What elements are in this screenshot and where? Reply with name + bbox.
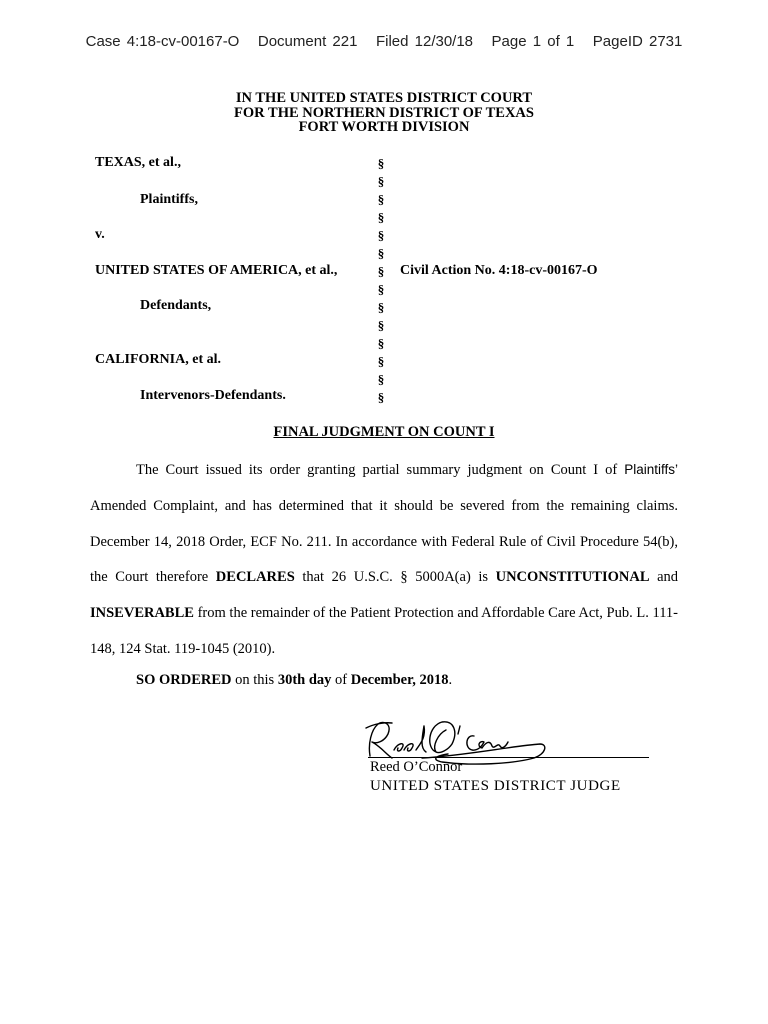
section-symbol: § xyxy=(377,156,385,171)
plaintiff-name: TEXAS, et al., xyxy=(95,155,181,170)
defendant-role: Defendants, xyxy=(140,298,212,313)
section-symbol: § xyxy=(377,372,385,387)
case-caption xyxy=(0,0,768,420)
signature-line xyxy=(368,757,649,758)
document-title: FINAL JUDGMENT ON COUNT I xyxy=(273,424,495,440)
declares-emphasis: DECLARES xyxy=(215,569,295,586)
case-number: Case 4:18-cv-00167-O xyxy=(85,33,240,50)
judgment-body xyxy=(90,452,678,668)
civil-action-number: Civil Action No. 4:18-cv-00167-O xyxy=(400,263,598,278)
section-symbol: § xyxy=(377,210,385,225)
section-symbol: § xyxy=(377,246,385,261)
plaintiff-role: Plaintiffs, xyxy=(140,192,198,207)
section-symbol: § xyxy=(377,264,385,279)
section-symbol: § xyxy=(377,354,385,369)
so-ordered: SO ORDERED xyxy=(136,672,232,688)
body-text-segment: The Court issued its order granting partial summary judgment on Count I of xyxy=(136,462,625,478)
section-symbol: § xyxy=(377,300,385,315)
section-symbol: § xyxy=(377,336,385,351)
section-symbol: § xyxy=(377,282,385,297)
intervenor-name: CALIFORNIA, et al. xyxy=(95,352,221,367)
unconstitutional-emphasis: UNCONSTITUTIONAL xyxy=(495,569,650,586)
body-text-segment: from the remainder of the Patient Protection and Affordable Care Act, Pub. L. 111-148, 124 Stat. 119-1045 (2010). xyxy=(90,605,678,657)
section-symbol: § xyxy=(377,192,385,207)
document-number: Document 221 xyxy=(257,33,358,50)
court-line-1: IN THE UNITED STATES DISTRICT COURT xyxy=(235,90,533,106)
versus: v. xyxy=(95,227,105,242)
section-symbol: § xyxy=(377,228,385,243)
order-text: . xyxy=(448,672,453,688)
order-day: 30th day xyxy=(277,672,332,688)
order-text: of xyxy=(331,672,351,688)
page-id: PageID 2731 xyxy=(592,33,683,50)
defendant-name: UNITED STATES OF AMERICA, et al., xyxy=(95,263,338,278)
order-date: December, 2018 xyxy=(350,672,449,688)
section-symbol: § xyxy=(377,390,385,405)
body-text-segment: and xyxy=(649,569,679,586)
order-text: on this xyxy=(231,672,278,688)
inseverable-emphasis: INSEVERABLE xyxy=(90,605,194,622)
filed-date: Filed 12/30/18 xyxy=(375,33,474,50)
judgment-paragraph xyxy=(90,452,678,668)
body-text-segment: Amended Complaint, and has determined that it should be severed from the remaining claims. December 14, 2018 Order, ECF No. 211. In accordance with Federal Rule of Civil Procedure 54(b), the Court therefore xyxy=(90,497,678,586)
court-line-3: FORT WORTH DIVISION xyxy=(298,119,470,135)
section-symbol: § xyxy=(377,174,385,189)
intervenor-role: Intervenors-Defendants. xyxy=(140,388,286,403)
judge-name: Reed O’Connor xyxy=(370,759,463,775)
court-line-2: FOR THE NORTHERN DISTRICT OF TEXAS xyxy=(234,104,534,121)
body-text-segment: that 26 U.S.C. § 5000A(a) is xyxy=(294,569,496,586)
so-ordered-line xyxy=(136,672,452,689)
plaintiffs-word: Plaintiffs’ xyxy=(624,462,678,477)
judge-title: UNITED STATES DISTRICT JUDGE xyxy=(370,778,621,794)
page-number: Page 1 of 1 xyxy=(491,33,575,50)
section-symbol: § xyxy=(377,318,385,333)
